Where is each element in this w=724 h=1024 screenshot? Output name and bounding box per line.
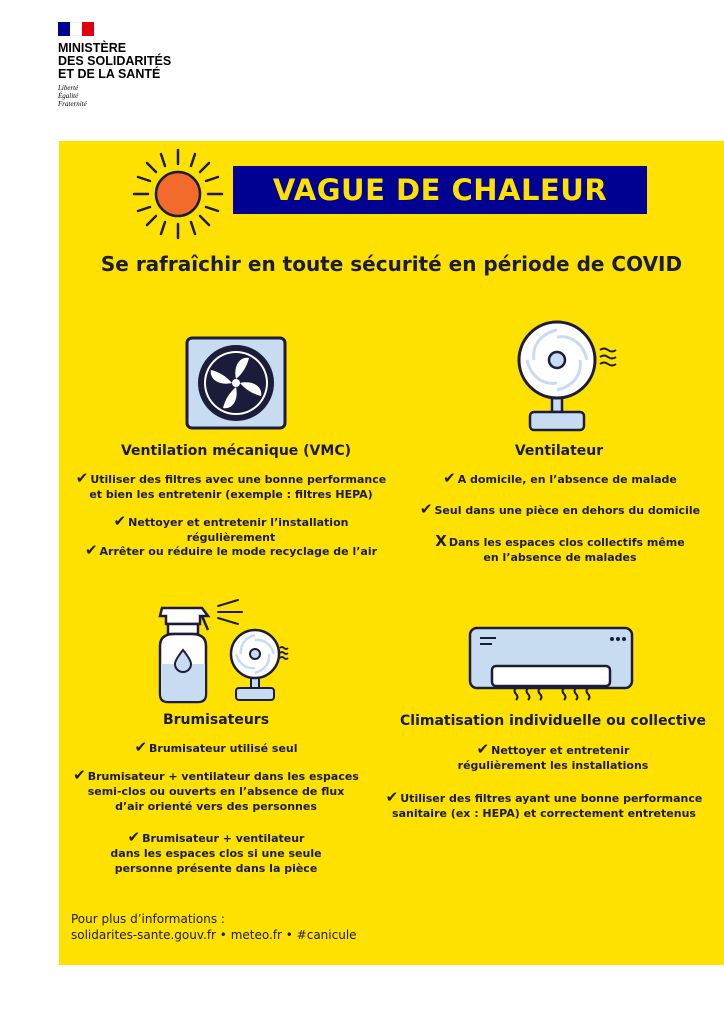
poster-title: VAGUE DE CHALEUR: [233, 166, 647, 214]
climatisation-item: [372, 790, 716, 821]
motto-line: Fraternité: [58, 100, 87, 108]
ministry-line: ET DE LA SANTÉ: [58, 67, 161, 81]
ventilateur-item: [405, 471, 715, 487]
vmc-item: [72, 471, 390, 502]
brumisateurs-item: [72, 740, 360, 756]
item-line: Brumisateur + ventilateur dans les espaces: [87, 770, 359, 783]
footer-info: [71, 911, 357, 943]
ministry-line: DES SOLIDARITÉS: [58, 54, 172, 68]
vmc-icon: [185, 336, 287, 430]
item-line: Brumisateur + ventilateur: [142, 832, 305, 845]
cross-icon: X: [435, 532, 447, 550]
item-line: sanitaire (ex : HEPA) et correctement entretenus: [392, 807, 696, 820]
ministry-name: [58, 42, 171, 81]
item-line: régulièrement les installations: [457, 759, 649, 772]
item-line: en l’absence de malades: [483, 551, 637, 564]
ministry-line: MINISTÈRE: [58, 41, 127, 55]
french-flag-icon: [58, 22, 94, 36]
brumisateurs-item: [72, 830, 360, 876]
check-icon: ✔: [113, 512, 127, 530]
item-line: Nettoyer et entretenir: [491, 744, 630, 757]
item-line: Arrêter ou réduire le mode recyclage de l’air: [99, 545, 378, 558]
check-icon: ✔: [134, 738, 148, 756]
check-icon: ✔: [443, 469, 456, 487]
check-icon: ✔: [476, 740, 490, 758]
republic-motto: [58, 84, 171, 108]
footer-links: solidarites-sante.gouv.fr • meteo.fr • #canicule: [71, 928, 357, 942]
sun-icon: [130, 146, 226, 242]
item-line: Utiliser des filtres avec une bonne performance: [90, 473, 387, 486]
ventilateur-section-title: Ventilateur: [514, 443, 604, 459]
ministry-logo: [58, 22, 171, 108]
check-icon: ✔: [75, 469, 89, 487]
check-icon: ✔: [84, 541, 98, 559]
item-line: d’air orienté vers des personnes: [115, 800, 317, 813]
check-icon: ✔: [419, 500, 433, 518]
ventilateur-item: [405, 502, 715, 518]
item-line: Nettoyer et entretenir l’installation régulièrement: [128, 516, 349, 544]
climatisation-section-title: Climatisation individuelle ou collective: [400, 713, 706, 729]
climatisation-item: [390, 742, 716, 773]
check-icon: ✔: [73, 766, 86, 784]
vmc-item: [72, 543, 390, 559]
item-line: dans les espaces clos si une seule: [110, 847, 322, 860]
item-line: semi-clos ou ouverts en l’absence de flux: [87, 785, 345, 798]
ventilateur-item: [405, 534, 715, 565]
item-line: Utiliser des filtres ayant une bonne performance: [400, 792, 703, 805]
air-conditioner-icon: [468, 626, 634, 704]
check-icon: ✔: [127, 828, 141, 846]
brumisateurs-section-title: Brumisateurs: [162, 712, 270, 728]
motto-line: Égalité: [58, 92, 79, 100]
item-line: A domicile, en l’absence de malade: [457, 473, 677, 486]
spray-bottle-icon: [152, 598, 294, 706]
item-line: Brumisateur utilisé seul: [149, 742, 298, 755]
item-line: Dans les espaces clos collectifs même: [448, 536, 685, 549]
item-line: et bien les entretenir (exemple : filtres HEPA): [89, 488, 373, 501]
item-line: Seul dans une pièce en dehors du domicile: [434, 504, 701, 517]
footer-line: Pour plus d’informations :: [71, 912, 225, 926]
fan-icon: [510, 320, 622, 434]
poster-subtitle: Se rafraîchir en toute sécurité en période de COVID: [100, 252, 683, 276]
vmc-item: [72, 514, 390, 545]
check-icon: ✔: [385, 788, 399, 806]
item-line: personne présente dans la pièce: [114, 862, 318, 875]
vmc-section-title: Ventilation mécanique (VMC): [120, 443, 351, 459]
brumisateurs-item: [72, 768, 360, 814]
motto-line: Liberté: [58, 84, 79, 92]
